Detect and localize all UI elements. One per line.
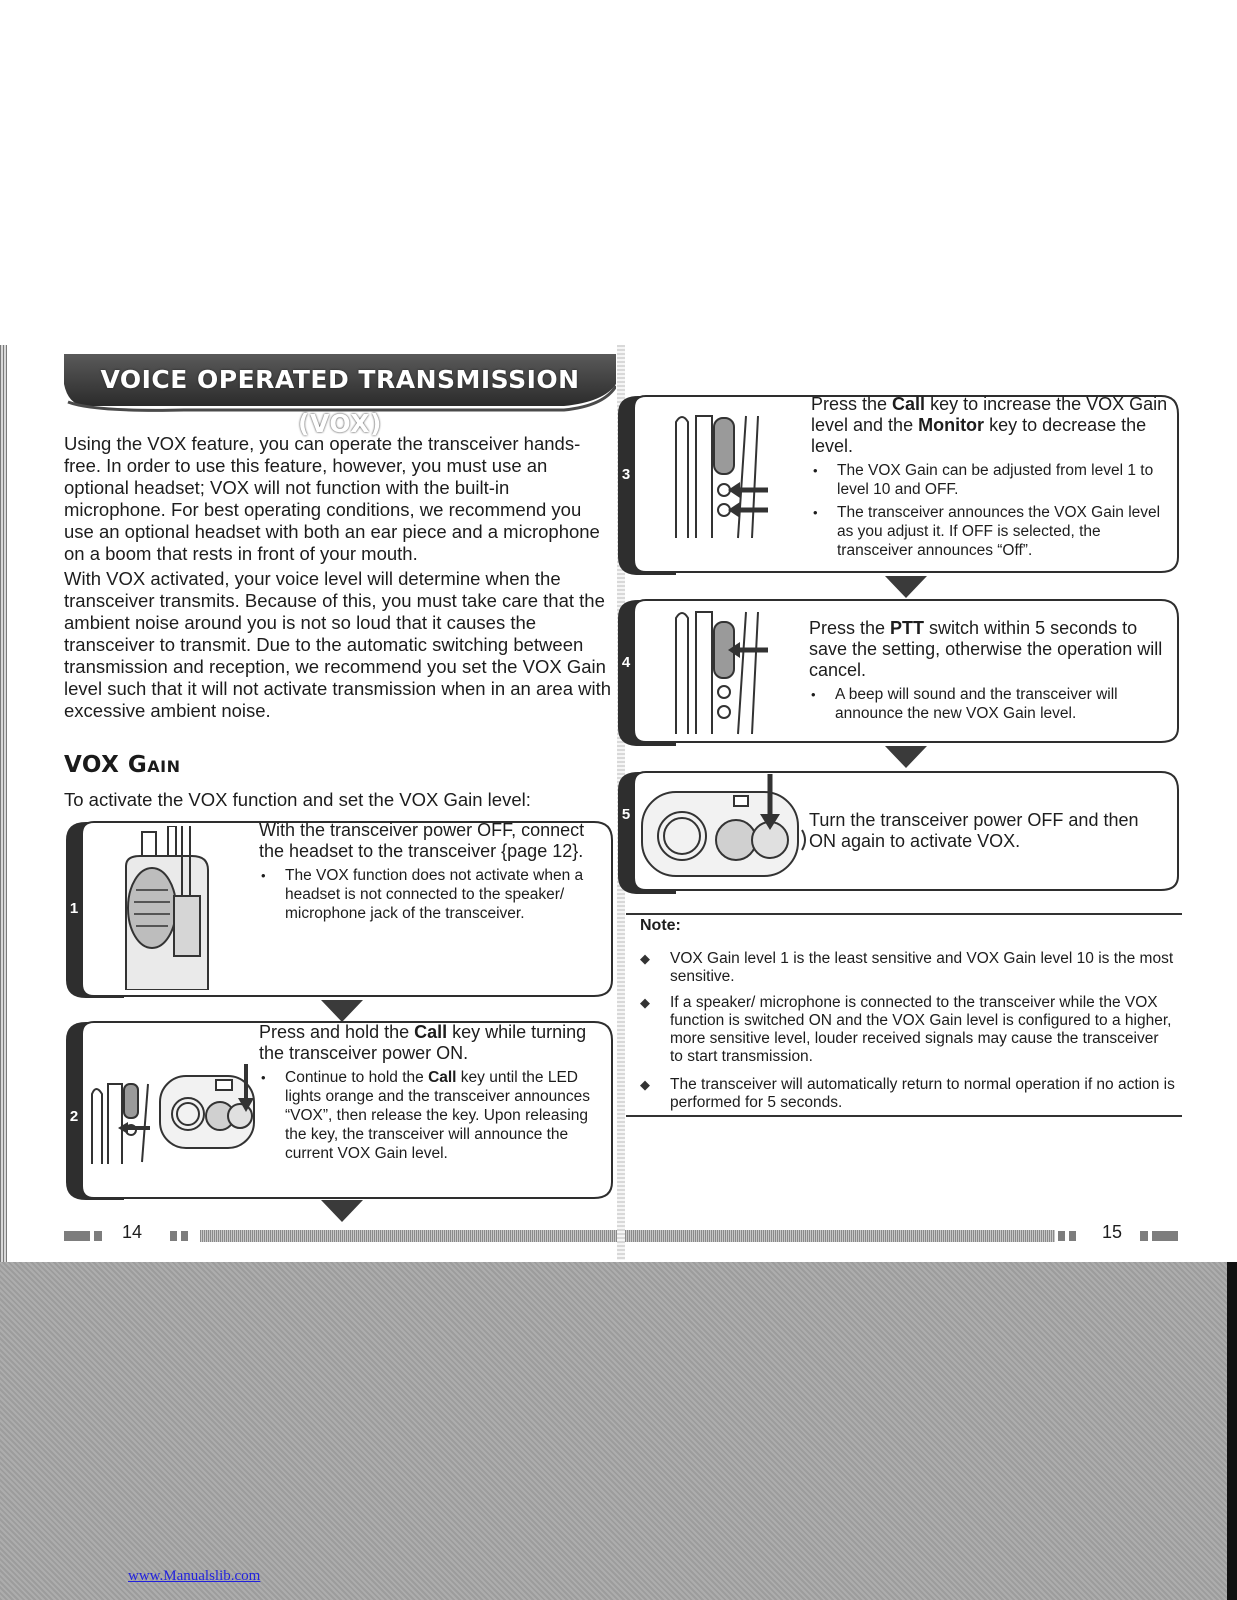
ptt-switch-label: PTT xyxy=(890,618,925,638)
section-heading-smallcaps: AIN xyxy=(147,757,181,776)
radio-side-keys-illustration xyxy=(672,412,792,540)
step-5 xyxy=(616,770,1184,898)
step-1-arrow xyxy=(321,1000,363,1022)
scan-edge-right xyxy=(1227,1262,1237,1600)
step-2-instruction xyxy=(259,1022,586,1063)
page-title: VOICE OPERATED TRANSMISSION (VOX) xyxy=(100,365,580,438)
step-3-text xyxy=(811,394,1171,560)
title-banner xyxy=(64,354,616,438)
watermark xyxy=(0,1568,620,1590)
call-key-label: Call xyxy=(414,1022,448,1042)
step-2-number: 2 xyxy=(69,1108,79,1125)
scan-edge-left xyxy=(0,345,7,1265)
step-5-number: 5 xyxy=(621,806,631,823)
note-title: Note: xyxy=(640,917,681,934)
footer-marker-right-1 xyxy=(1058,1231,1065,1241)
intro-paragraph-1: Using the VOX feature, you can operate the transceiver hands-free. In order to use this feature, however, you must use an optional headset; VOX will not function with the built-in microphone. For best operating conditions, we recommend you use an optional headset with both an ear piece and a microphone on a boom that rests in front of your mouth. xyxy=(64,433,600,564)
step-1-number: 1 xyxy=(69,900,79,917)
note-item-2: ◆ If a speaker/ microphone is connected to the transceiver while the VOX function is switched ON and the VOX Gain level is configured to a higher, more sensitive level, louder received signals may cause the transceiver to start transmission. xyxy=(640,994,1175,1066)
step-2-arrow xyxy=(321,1200,363,1222)
step-1 xyxy=(64,820,624,1002)
radio-top-power-knob-illustration xyxy=(638,774,808,884)
step-3-number: 3 xyxy=(621,466,631,483)
footer-marker-right-4 xyxy=(1152,1231,1178,1241)
footer-marker-right-2 xyxy=(1069,1231,1076,1241)
step-3-arrow xyxy=(885,576,927,598)
call-key-label: Call xyxy=(428,1069,457,1086)
footer-marker-left-3 xyxy=(170,1231,177,1241)
step-3-instruction xyxy=(811,394,1167,456)
section-intro: To activate the VOX function and set the VOX Gain level: xyxy=(64,789,531,810)
step-4 xyxy=(616,598,1184,750)
radio-with-headset-illustration xyxy=(112,826,242,990)
step-3-text-post: key to decrease the level. xyxy=(811,415,1147,456)
left-page-number: 14 xyxy=(122,1222,143,1242)
step-3-text-pre: Press the xyxy=(811,394,893,414)
step-3-bullet-1: • The VOX Gain can be adjusted from level 1 to level 10 and OFF. xyxy=(811,461,1171,499)
footer-marker-right-3 xyxy=(1140,1231,1148,1241)
step-2-text-pre: Press and hold the xyxy=(259,1022,415,1042)
note-bottom-rule xyxy=(626,1115,1182,1117)
step-2 xyxy=(64,1020,624,1204)
step-5-text: Turn the transceiver power OFF and then ON again to activate VOX. xyxy=(809,810,1139,851)
note-top-rule xyxy=(626,913,1182,915)
step-2-bullet-post: key until the LED lights orange and the transceiver announces “VOX”, then release the key. Upon releasing the key, the transceiver will announce the current VOX Gain level. xyxy=(285,1069,591,1162)
watermark-link[interactable]: www.Manualslib.com xyxy=(128,1568,261,1584)
step-2-text xyxy=(259,1022,604,1163)
step-1-bullet: • The VOX function does not activate when a headset is not connected to the speaker/ microphone jack of the transceiver. xyxy=(259,866,604,923)
footer-bar-left xyxy=(200,1230,617,1242)
step-2-text-post: key while turning the transceiver power ON. xyxy=(259,1022,587,1063)
step-4-bullet: • A beep will sound and the transceiver will announce the new VOX Gain level. xyxy=(809,685,1174,723)
step-4-number: 4 xyxy=(621,654,631,671)
footer-marker-left-1 xyxy=(64,1231,90,1241)
radio-ptt-illustration xyxy=(672,608,792,736)
note-item-1: ◆ VOX Gain level 1 is the least sensitive and VOX Gain level 10 is the most sensitive. xyxy=(640,950,1175,986)
step-4-text-pre: Press the xyxy=(809,618,891,638)
call-key-label: Call xyxy=(892,394,926,414)
step-1-text xyxy=(259,820,604,923)
step-4-text xyxy=(809,618,1174,723)
section-heading xyxy=(64,752,180,778)
step-4-arrow xyxy=(885,746,927,768)
step-3-text-mid: key to increase the VOX Gain level and the xyxy=(811,394,1168,435)
radio-side-and-top-illustration xyxy=(88,1064,258,1174)
step-4-text-post: switch within 5 seconds to save the setting, otherwise the operation will cancel. xyxy=(809,618,1163,680)
note-item-3: ◆ The transceiver will automatically return to normal operation if no action is performed for 5 seconds. xyxy=(640,1076,1175,1112)
footer-marker-left-2 xyxy=(94,1231,102,1241)
step-1-instruction: With the transceiver power OFF, connect the headset to the transceiver {page 12}. xyxy=(259,820,585,861)
right-page-number: 15 xyxy=(1102,1222,1123,1242)
step-2-bullet xyxy=(259,1068,604,1163)
section-heading-main: VOX G xyxy=(64,752,148,778)
step-3-bullet-2: • The transceiver announces the VOX Gain level as you adjust it. If OFF is selected, the transceiver announces “Off”. xyxy=(811,503,1171,560)
monitor-key-label: Monitor xyxy=(918,415,985,435)
scan-background-bottom xyxy=(0,1262,1237,1600)
step-2-bullet-pre: Continue to hold the xyxy=(285,1069,429,1086)
intro-paragraph-2: With VOX activated, your voice level will determine when the transceiver transmits. Because of this, you must take care that the ambient noise around you is not so loud that it causes the transceiver to transmit. Due to the automatic switching between transmission and reception, we recommend you set the VOX Gain level such that it will not activate transmission when in an area with excessive ambient noise. xyxy=(64,568,612,721)
footer-bar-right xyxy=(625,1230,1055,1242)
footer-marker-left-4 xyxy=(181,1231,188,1241)
step-3 xyxy=(616,394,1184,579)
step-4-instruction xyxy=(809,618,1162,680)
